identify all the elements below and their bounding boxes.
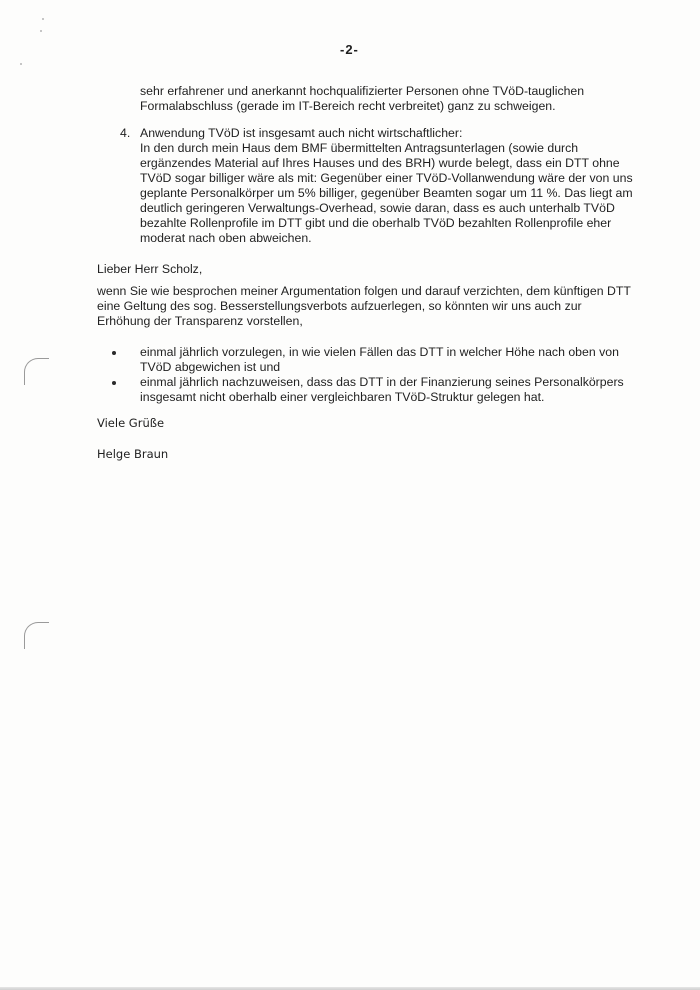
scan-speck (20, 63, 22, 65)
text-line: moderat nach oben abweichen. (140, 231, 312, 245)
signature-name: Helge Braun (97, 447, 169, 461)
scan-speck (40, 30, 42, 32)
punch-hole-mark (24, 622, 49, 649)
item-body (140, 126, 633, 246)
bullet-item (112, 375, 624, 405)
request-paragraph (97, 284, 631, 329)
text-line: Erhöhung der Transparenz vorstellen, (97, 314, 303, 328)
bullet-dot-icon (112, 351, 116, 355)
bullet-item (112, 345, 624, 375)
text-line: geplante Personalkörper um 5% billiger, gegenüber Beamten sogar um 11 %. Das liegt am (140, 186, 633, 200)
text-line: insgesamt nicht oberhalb einer vergleichbaren TVöD-Struktur gelegen hat. (140, 390, 545, 404)
text-line: ergänzendes Material auf Ihres Hauses und des BRH) wurde belegt, dass ein DTT ohne (140, 156, 620, 170)
punch-hole-mark (24, 358, 49, 385)
item-number: 4. (120, 126, 131, 140)
page-number: -2- (340, 42, 359, 57)
text-line: TVöD sogar billiger wäre als mit: Gegenüber einer TVöD-Vollanwendung wäre der von uns (140, 171, 633, 185)
bullet-list (112, 345, 624, 405)
text-line: bezahlte Rollenprofile im DTT gibt und die oberhalb TVöD bezahlten Rollenprofile eher (140, 216, 612, 230)
text-line: eine Geltung des sog. Besserstellungsverbots aufzuerlegen, so könnten wir uns auch zur (97, 299, 582, 313)
text-line: Formalabschluss (gerade im IT-Bereich recht verbreitet) ganz zu schweigen. (140, 99, 556, 113)
bullet-dot-icon (112, 381, 116, 385)
text-line: TVöD abgewichen ist und (140, 360, 281, 374)
item-heading: Anwendung TVöD ist insgesamt auch nicht wirtschaftlicher: (140, 126, 463, 140)
text-line: wenn Sie wie besprochen meiner Argumentation folgen und darauf verzichten, dem künftigen DTT (97, 284, 631, 298)
closing: Viele Grüße (97, 416, 165, 430)
text-line: sehr erfahrener und anerkannt hochqualifizierter Personen ohne TVöD-tauglichen (140, 84, 585, 98)
salutation: Lieber Herr Scholz, (97, 262, 203, 276)
scan-speck (42, 18, 44, 20)
text-line: einmal jährlich nachzuweisen, dass das DTT in der Finanzierung seines Personalkörpers (140, 375, 624, 389)
paragraph-continuation (140, 84, 584, 114)
text-line: einmal jährlich vorzulegen, in wie vielen Fällen das DTT in welcher Höhe nach oben von (140, 345, 619, 359)
text-line: In den durch mein Haus dem BMF übermittelten Antragsunterlagen (sowie durch (140, 141, 579, 155)
text-line: deutlich geringeren Verwaltungs-Overhead, sowie daran, dass es auch unterhalb TVöD (140, 201, 615, 215)
